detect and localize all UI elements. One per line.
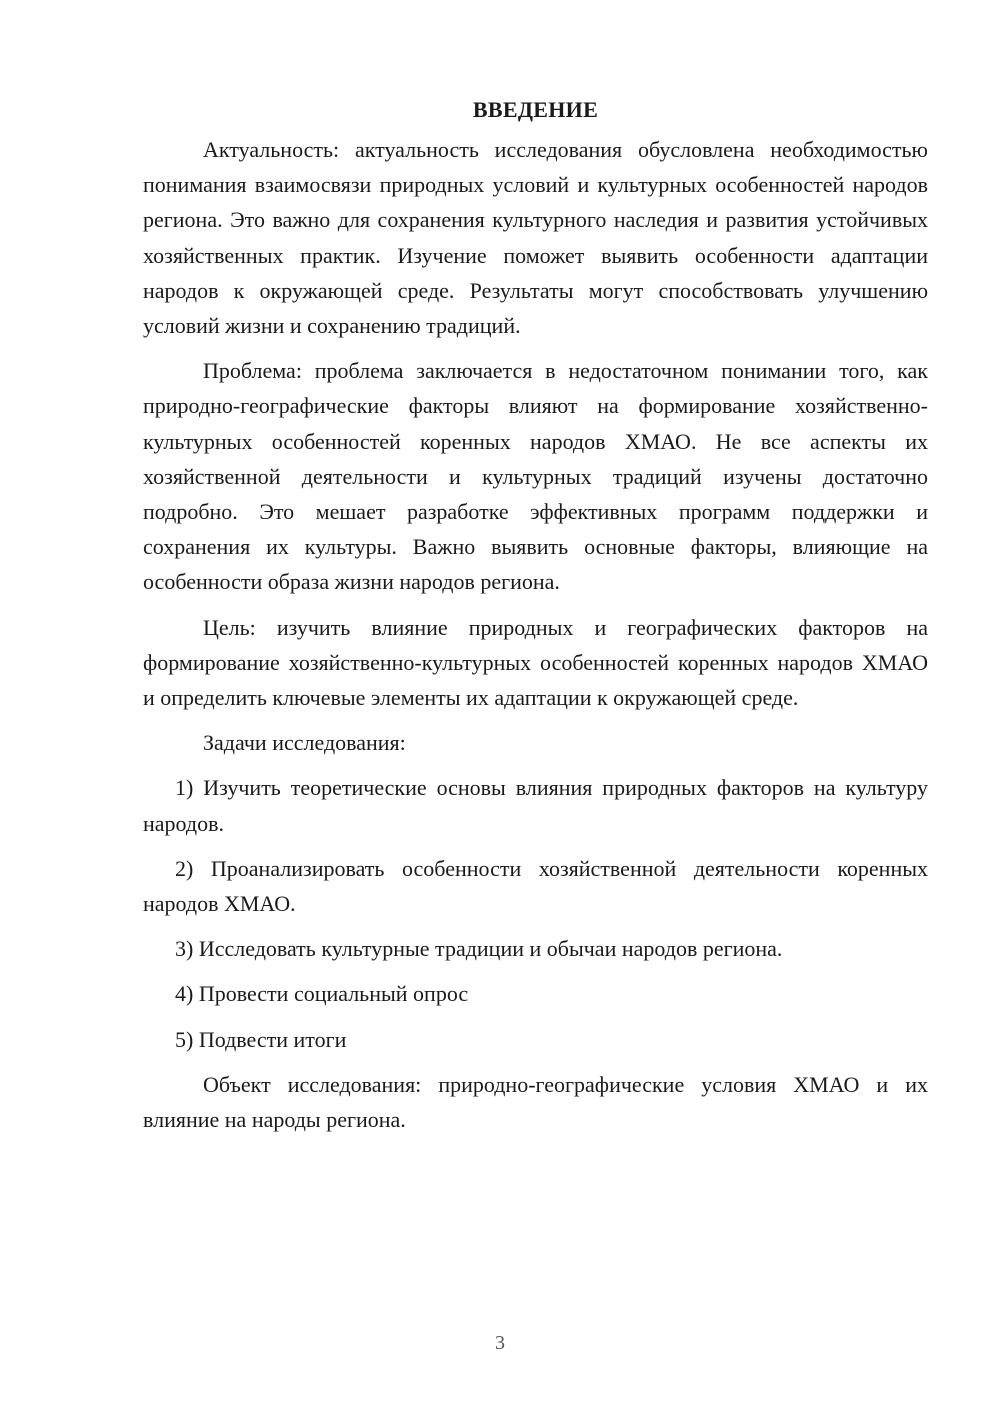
task-item-3: 3) Исследовать культурные традиции и обычаи народов региона. (175, 936, 783, 962)
page-number: 3 (495, 1332, 505, 1354)
relevance-paragraph: Актуальность: актуальность исследования обусловлена необходимостью понимания взаимосвязи природных условий и культурных особенностей народов региона. Это важно для сохранения культурного наследия и развития устойчивых хозяйственных практик. Изучение поможет выявить особенности адаптации народов к окружающей среде. Результаты могут способствовать улучшению условий жизни и сохранению традиций. (143, 137, 928, 339)
task-item-2: 2) Проанализировать особенности хозяйственной деятельности коренных народов ХМАО. (143, 855, 928, 917)
tasks-heading: Задачи исследования: (203, 730, 406, 756)
task-item-4: 4) Провести социальный опрос (175, 981, 469, 1007)
task-item-1: 1) Изучить теоретические основы влияния природных факторов на культуру народов. (143, 775, 928, 836)
problem-paragraph: Проблема: проблема заключается в недостаточном понимании того, как природно-географические факторы влияют на формирование хозяйственно-культурных особенностей коренных народов ХМАО. Не все аспекты их хозяйственной деятельности и культурных традиций изучены достаточно подробно. Это мешает разработке эффективных программ поддержки и сохранения их культуры. Важно выявить основные факторы, влияющие на особенности образа жизни народов региона. (143, 358, 928, 595)
goal-paragraph: Цель: изучить влияние природных и географических факторов на формирование хозяйственно-культурных особенностей коренных народов ХМАО и определить ключевые элементы их адаптации к окружающей среде. (143, 614, 928, 711)
section-heading: ВВЕДЕНИЕ (472, 97, 599, 122)
document-page (143, 92, 928, 1137)
task-item-5: 5) Подвести итоги (175, 1026, 347, 1052)
object-paragraph: Объект исследования: природно-географические условия ХМАО и их влияние на народы региона. (143, 1071, 928, 1133)
